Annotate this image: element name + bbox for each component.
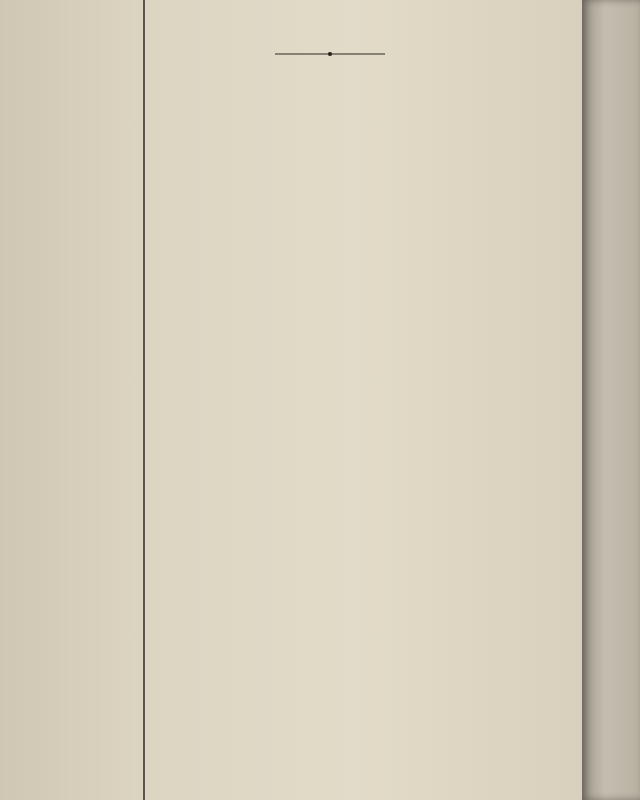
main-column — [150, 0, 530, 800]
facing-page-edge — [582, 0, 640, 800]
left-column — [0, 0, 140, 800]
column-rule — [143, 0, 145, 800]
headline-ornament — [275, 50, 385, 58]
